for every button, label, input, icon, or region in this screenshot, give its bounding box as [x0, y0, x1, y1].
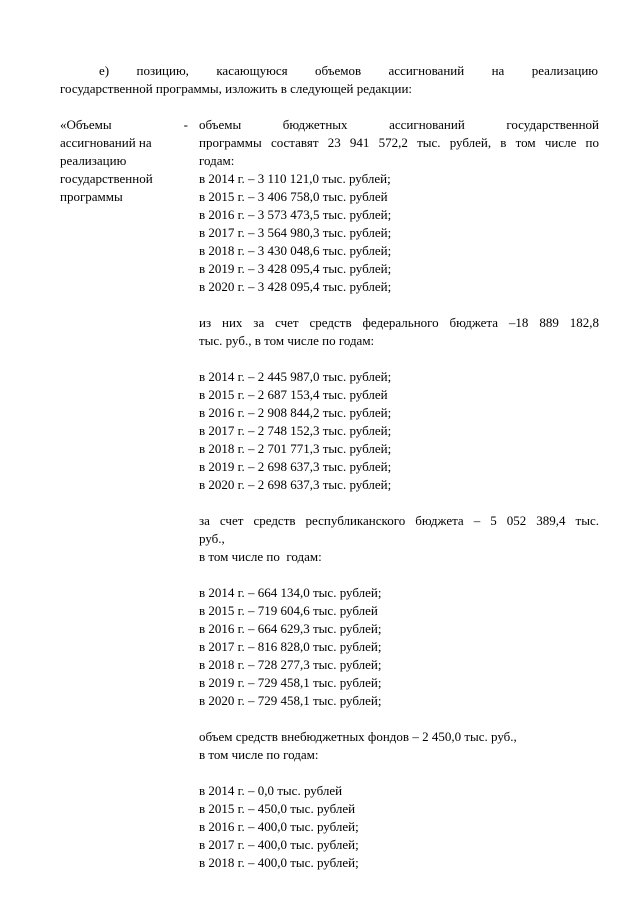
federal-line-2: тыс. руб., в том числе по годам:	[199, 333, 375, 348]
year-line: в 2016 г. – 3 573 473,5 тыс. рублей;	[199, 207, 392, 222]
extrabudget-line-1: объем средств внебюджетных фондов – 2 450,0 тыс. руб.,	[199, 729, 517, 744]
year-line: в 2018 г. – 3 430 048,6 тыс. рублей;	[199, 243, 392, 258]
intro-line-1: е) позицию, касающуюся объемов ассигнований на реализацию	[99, 63, 598, 78]
year-line: в 2017 г. – 816 828,0 тыс. рублей;	[199, 639, 382, 654]
left-line-1-text: «Объемы	[60, 117, 112, 132]
extrabudget-line-2: в том числе по годам:	[199, 747, 319, 762]
year-line: в 2015 г. – 719 604,6 тыс. рублей	[199, 603, 378, 618]
left-column-label	[60, 116, 188, 206]
year-line: в 2015 г. – 3 406 758,0 тыс. рублей	[199, 189, 388, 204]
right-column-content	[199, 116, 599, 872]
year-line: в 2019 г. – 3 428 095,4 тыс. рублей;	[199, 261, 392, 276]
left-line-4: государственной	[60, 171, 153, 186]
spacer	[199, 296, 599, 314]
spacer	[199, 494, 599, 512]
year-line: в 2017 г. – 2 748 152,3 тыс. рублей;	[199, 423, 392, 438]
year-line: в 2020 г. – 729 458,1 тыс. рублей;	[199, 693, 382, 708]
total-line-2: программы составят 23 941 572,2 тыс. рублей, в том числе по	[199, 135, 599, 150]
left-line-5: программы	[60, 189, 123, 204]
spacer	[199, 566, 599, 584]
left-line-2: ассигнований на	[60, 135, 152, 150]
year-line: в 2018 г. – 2 701 771,3 тыс. рублей;	[199, 441, 392, 456]
year-line: в 2018 г. – 400,0 тыс. рублей;	[199, 855, 359, 870]
total-line-3: годам:	[199, 153, 235, 168]
year-line: в 2014 г. – 0,0 тыс. рублей	[199, 783, 343, 798]
republic-line-3: в том числе по годам:	[199, 549, 322, 564]
year-line: в 2019 г. – 2 698 637,3 тыс. рублей;	[199, 459, 392, 474]
year-line: в 2017 г. – 3 564 980,3 тыс. рублей;	[199, 225, 392, 240]
year-line: в 2018 г. – 728 277,3 тыс. рублей;	[199, 657, 382, 672]
left-line-1-dash: -	[183, 117, 188, 132]
spacer	[199, 764, 599, 782]
year-line: в 2014 г. – 2 445 987,0 тыс. рублей;	[199, 369, 392, 384]
year-line: в 2014 г. – 3 110 121,0 тыс. рублей;	[199, 171, 391, 186]
republic-line-2: руб.,	[199, 531, 225, 546]
spacer	[199, 350, 599, 368]
republic-line-1: за счет средств республиканского бюджета – 5 052 389,4 тыс.	[199, 513, 599, 528]
year-line: в 2020 г. – 2 698 637,3 тыс. рублей;	[199, 477, 392, 492]
year-line: в 2016 г. – 400,0 тыс. рублей;	[199, 819, 359, 834]
year-line: в 2017 г. – 400,0 тыс. рублей;	[199, 837, 359, 852]
year-line: в 2019 г. – 729 458,1 тыс. рублей;	[199, 675, 382, 690]
year-line: в 2020 г. – 3 428 095,4 тыс. рублей;	[199, 279, 392, 294]
intro-paragraph	[60, 62, 598, 98]
total-line-1: объемы бюджетных ассигнований государственной	[199, 117, 599, 132]
intro-line-2: государственной программы, изложить в следующей редакции:	[60, 81, 413, 96]
year-line: в 2014 г. – 664 134,0 тыс. рублей;	[199, 585, 382, 600]
left-line-3: реализацию	[60, 153, 127, 168]
federal-line-1: из них за счет средств федерального бюджета –18 889 182,8	[199, 315, 599, 330]
spacer	[199, 710, 599, 728]
year-line: в 2016 г. – 2 908 844,2 тыс. рублей;	[199, 405, 392, 420]
year-line: в 2015 г. – 2 687 153,4 тыс. рублей	[199, 387, 388, 402]
left-line-1	[60, 116, 188, 134]
year-line: в 2015 г. – 450,0 тыс. рублей	[199, 801, 356, 816]
year-line: в 2016 г. – 664 629,3 тыс. рублей;	[199, 621, 382, 636]
